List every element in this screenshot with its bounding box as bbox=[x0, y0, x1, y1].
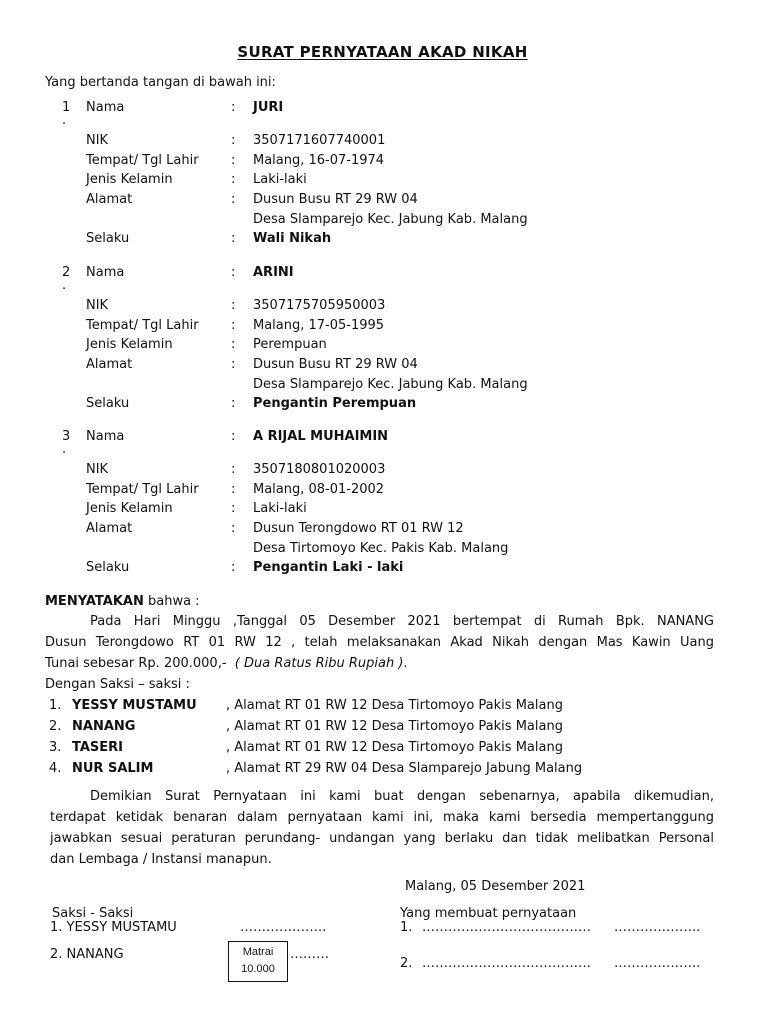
witness-name: TASERI bbox=[72, 740, 124, 755]
witness-number: 1. bbox=[49, 698, 62, 713]
field-label-selaku: Selaku bbox=[86, 396, 130, 411]
field-label-selaku: Selaku bbox=[86, 231, 130, 246]
field-value-alamat: Dusun Busu RT 29 RW 04 bbox=[253, 357, 418, 372]
field-value-nik: 3507175705950003 bbox=[253, 298, 386, 313]
witness-name: NUR SALIM bbox=[72, 761, 154, 776]
field-label-alamat: Alamat bbox=[86, 521, 133, 536]
maker-signature-1-line: ………………………………… bbox=[422, 920, 591, 935]
party-number: 3 bbox=[62, 429, 71, 444]
field-colon: : bbox=[231, 172, 236, 187]
place-date: Malang, 05 Desember 2021 bbox=[405, 879, 586, 894]
field-value-alamat-line-2: Desa Tirtomoyo Kec. Pakis Kab. Malang bbox=[253, 541, 509, 556]
stamp-duty-box bbox=[228, 941, 288, 982]
field-value-ttl: Malang, 08-01-2002 bbox=[253, 482, 385, 497]
field-label-ttl: Tempat/ Tgl Lahir bbox=[86, 318, 199, 333]
field-value-nik: 3507180801020003 bbox=[253, 462, 386, 477]
statement-amount-words: ( Dua Ratus Ribu Rupiah ) bbox=[234, 656, 404, 671]
field-value-selaku: Pengantin Laki - laki bbox=[253, 560, 404, 575]
field-value-nama: JURI bbox=[253, 100, 284, 115]
field-colon: : bbox=[231, 298, 236, 313]
field-value-alamat-line-2: Desa Slamparejo Kec. Jabung Kab. Malang bbox=[253, 212, 528, 227]
field-colon: : bbox=[231, 133, 236, 148]
field-label-alamat: Alamat bbox=[86, 357, 133, 372]
field-label-nik: NIK bbox=[86, 133, 109, 148]
field-colon: : bbox=[231, 501, 236, 516]
field-label-jk: Jenis Kelamin bbox=[86, 337, 173, 352]
intro-text: Yang bertanda tangan di bawah ini: bbox=[45, 75, 276, 90]
field-value-jk: Perempuan bbox=[253, 337, 327, 352]
party-number-dot: . bbox=[62, 278, 67, 293]
field-label-ttl: Tempat/ Tgl Lahir bbox=[86, 153, 199, 168]
witness-signature-1: 1. YESSY MUSTAMU bbox=[50, 920, 177, 935]
field-colon: : bbox=[231, 560, 236, 575]
witness-number: 2. bbox=[49, 719, 62, 734]
statement-heading-suffix: bahwa : bbox=[143, 594, 200, 609]
field-value-alamat-line-2: Desa Slamparejo Kec. Jabung Kab. Malang bbox=[253, 377, 528, 392]
statement-line-2: Dusun Terongdowo RT 01 RW 12 , telah melaksanakan Akad Nikah dengan Mas Kawin Uang bbox=[45, 635, 714, 650]
field-colon: : bbox=[231, 357, 236, 372]
field-value-selaku: Wali Nikah bbox=[253, 231, 332, 246]
field-label-jk: Jenis Kelamin bbox=[86, 172, 173, 187]
field-value-alamat: Dusun Terongdowo RT 01 RW 12 bbox=[253, 521, 464, 536]
field-value-nik: 3507171607740001 bbox=[253, 133, 386, 148]
maker-signature-1-line-2: ……………….. bbox=[614, 920, 701, 935]
maker-signature-2-line: ………………………………… bbox=[422, 956, 591, 971]
field-label-alamat: Alamat bbox=[86, 192, 133, 207]
field-label-selaku: Selaku bbox=[86, 560, 130, 575]
field-colon: : bbox=[231, 153, 236, 168]
witness-address: , Alamat RT 01 RW 12 Desa Tirtomoyo Pakis Malang bbox=[226, 698, 563, 713]
field-colon: : bbox=[231, 231, 236, 246]
closing-line-3: jawabkan sesuai peraturan perundang- undangan yang berlaku dan tidak melibatkan Personal bbox=[50, 831, 714, 846]
witness-signature-1-line: ……………….. bbox=[240, 920, 327, 935]
field-colon: : bbox=[231, 265, 236, 280]
field-label-ttl: Tempat/ Tgl Lahir bbox=[86, 482, 199, 497]
party-number: 1 bbox=[62, 100, 71, 115]
witness-signature-heading: Saksi - Saksi bbox=[52, 906, 134, 921]
closing-line-1: Demikian Surat Pernyataan ini kami buat dengan sebenarnya, apabila dikemudian, bbox=[90, 789, 714, 804]
field-colon: : bbox=[231, 337, 236, 352]
maker-signature-2-number: 2. bbox=[400, 956, 413, 971]
field-colon: : bbox=[231, 192, 236, 207]
field-value-nama: A RIJAL MUHAIMIN bbox=[253, 429, 389, 444]
field-colon: : bbox=[231, 482, 236, 497]
field-value-selaku: Pengantin Perempuan bbox=[253, 396, 417, 411]
statement-line-3 bbox=[45, 656, 408, 672]
field-value-ttl: Malang, 16-07-1974 bbox=[253, 153, 385, 168]
statement-heading-line bbox=[45, 594, 200, 610]
witness-number: 3. bbox=[49, 740, 62, 755]
field-colon: : bbox=[231, 100, 236, 115]
field-label-nik: NIK bbox=[86, 462, 109, 477]
stamp-duty-label: Matrai bbox=[242, 946, 274, 958]
maker-signature-2-line-2: ……………….. bbox=[614, 956, 701, 971]
witness-address: , Alamat RT 01 RW 12 Desa Tirtomoyo Pakis Malang bbox=[226, 740, 563, 755]
witness-intro: Dengan Saksi – saksi : bbox=[45, 677, 190, 692]
field-value-jk: Laki-laki bbox=[253, 172, 307, 187]
field-value-nama: ARINI bbox=[253, 265, 294, 280]
field-colon: : bbox=[231, 429, 236, 444]
party-number: 2 bbox=[62, 265, 71, 280]
witness-name: NANANG bbox=[72, 719, 136, 734]
maker-signature-heading: Yang membuat pernyataan bbox=[400, 906, 577, 921]
party-number-dot: . bbox=[62, 113, 67, 128]
party-number-dot: . bbox=[62, 442, 67, 457]
field-label-nama: Nama bbox=[86, 265, 125, 280]
field-label-nama: Nama bbox=[86, 429, 125, 444]
statement-end: . bbox=[403, 656, 408, 671]
field-label-nik: NIK bbox=[86, 298, 109, 313]
field-value-ttl: Malang, 17-05-1995 bbox=[253, 318, 385, 333]
closing-line-2: terdapat ketidak benaran dalam pernyataan kami ini, maka kami bersedia mempertanggung bbox=[50, 810, 714, 825]
maker-signature-1-number: 1. bbox=[400, 920, 413, 935]
field-label-nama: Nama bbox=[86, 100, 125, 115]
field-value-alamat: Dusun Busu RT 29 RW 04 bbox=[253, 192, 418, 207]
field-colon: : bbox=[231, 396, 236, 411]
stamp-duty-value: 10.000 bbox=[241, 963, 275, 975]
witness-name: YESSY MUSTAMU bbox=[72, 698, 197, 713]
statement-amount: Tunai sebesar Rp. 200.000,- bbox=[45, 656, 227, 671]
witness-address: , Alamat RT 29 RW 04 Desa Slamparejo Jabung Malang bbox=[226, 761, 583, 776]
field-colon: : bbox=[231, 318, 236, 333]
closing-line-4: dan Lembaga / Instansi manapun. bbox=[50, 852, 272, 867]
witness-number: 4. bbox=[49, 761, 62, 776]
field-value-jk: Laki-laki bbox=[253, 501, 307, 516]
field-label-jk: Jenis Kelamin bbox=[86, 501, 173, 516]
page-title: SURAT PERNYATAAN AKAD NIKAH bbox=[237, 43, 528, 61]
witness-signature-2: 2. NANANG bbox=[50, 947, 124, 962]
witness-signature-2-line: ……… bbox=[290, 947, 329, 962]
field-colon: : bbox=[231, 462, 236, 477]
statement-line-1: Pada Hari Minggu ,Tanggal 05 Desember 2021 bertempat di Rumah Bpk. NANANG bbox=[90, 614, 714, 629]
statement-heading: MENYATAKAN bbox=[45, 594, 144, 609]
witness-address: , Alamat RT 01 RW 12 Desa Tirtomoyo Pakis Malang bbox=[226, 719, 563, 734]
field-colon: : bbox=[231, 521, 236, 536]
